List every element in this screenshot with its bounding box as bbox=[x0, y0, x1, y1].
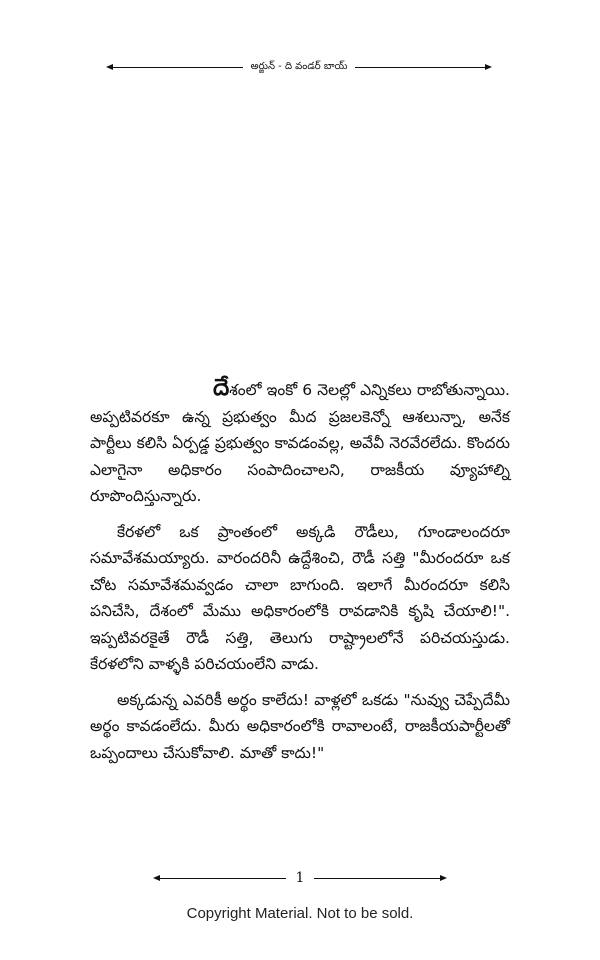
paragraph-1-text: శంలో ఇంకో 6 నెలల్లో ఎన్నికలు రాబోతున్నాయి. అప్పటివరకూ ఉన్న ప్రభుత్వం మీద ప్రజలకెన్నో ఆశలున్నా, అనేక పార్టీలు కలిసి ఏర్పడ్డ ప్రభుత్వం కావడంవల్ల, అవేవీ నెరవేరలేదు. కొందరు ఎలాగైనా అధికారం సంపాదించాలని, రాజకీయ వ్యూహాల్ని రూపొందిస్తున్నారు. bbox=[90, 381, 510, 505]
header-left-rule bbox=[108, 67, 243, 68]
page-number: 1 bbox=[295, 870, 305, 886]
footer-right-rule bbox=[314, 878, 445, 879]
dropcap: దే bbox=[213, 375, 230, 401]
copyright-notice: Copyright Material. Not to be sold. bbox=[186, 905, 414, 922]
page-footer bbox=[155, 870, 445, 886]
paragraph-1 bbox=[90, 375, 510, 510]
paragraph-2: కేరళలో ఒక ప్రాంతంలో అక్కడి రౌడీలు, గూండాలందరూ సమావేశమయ్యారు. వారందరినీ ఉద్దేశించి, రౌడీ సత్తి "మీరందరూ ఒక చోట సమావేశమవ్వడం చాలా బాగుంది. ఇలాగే మీరందరూ కలిసి పనిచేసి, దేశంలో మేము అధికారంలోకి రావడానికి కృషి చేయాలి!". ఇప్పటివరకైతే రౌడీ సత్తి, తెలుగు రాష్ట్రాలలోనే పరిచయస్తుడు. కేరళలోని వాళ్ళకి పరిచయంలేని వాడు. bbox=[90, 522, 510, 673]
footer-left-rule bbox=[155, 878, 286, 879]
page-body bbox=[90, 375, 510, 766]
running-header bbox=[108, 60, 490, 74]
book-title: అర్జున్ - ది వండర్ బాయ్ bbox=[250, 61, 348, 72]
header-right-rule bbox=[355, 67, 490, 68]
paragraph-3: అక్కడున్న ఎవరికీ అర్థం కాలేదు! వాళ్లలో ఒకడు "నువ్వు చెప్పేదేమీ అర్థం కావడంలేదు. మీరు అధికారంలోకి రావాలంటే, రాజకీయపార్టీలతో ఒప్పందాలు చేసుకోవాలి. మాతో కాదు!" bbox=[90, 690, 510, 762]
